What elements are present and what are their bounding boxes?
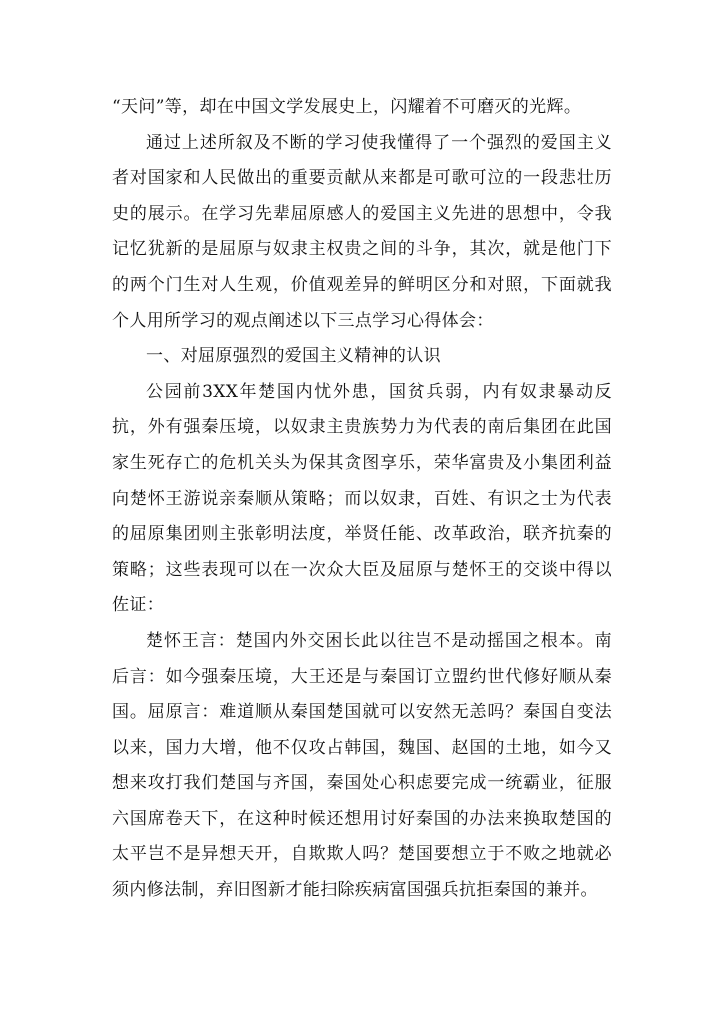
paragraph-continuation: “天问”等，却在中国文学发展史上，闪耀着不可磨灭的光辉。	[112, 97, 582, 117]
paragraph-history: 公园前3XX年楚国内忧外患，国贫兵弱，内有奴隶暴动反抗，外有强秦压境，以奴隶主贵族势力为代表的南后集团在此国家生死存亡的危机关头为保其贪图享乐，荣华富贵及小集团利益向楚怀王游说亲秦顺从策略；而以奴隶，百姓、有识之士为代表的屈原集团则主张彰明法度，举贤任能、改革政治，联齐抗秦的策略；这些表现可以在一次众大臣及屈原与楚怀王的交谈中得以佐证：	[112, 381, 612, 616]
paragraph-dialogue: 楚怀王言：楚国内外交困长此以往岂不是动摇国之根本。南后言：如今强秦压境，大王还是与秦国订立盟约世代修好顺从秦国。屈原言：难道顺从秦国楚国就可以安然无恙吗？秦国自变法以来，国力大增，他不仅攻占韩国，魏国、赵国的土地，如今又想来攻打我们楚国与齐国，秦国处心积虑要完成一统霸业，征服六国席卷天下，在这种时候还想用讨好秦国的办法来换取楚国的太平岂不是异想天开，自欺欺人吗？楚国要想立于不败之地就必须内修法制，弃旧图新才能扫除疾病富国强兵抗拒秦国的兼并。	[112, 630, 612, 901]
section-heading: 一、对屈原强烈的爱国主义精神的认识	[146, 346, 441, 367]
document-body	[112, 90, 612, 909]
paragraph-intro: 通过上述所叙及不断的学习使我懂得了一个强烈的爱国主义者对国家和人民做出的重要贡献从来都是可歌可泣的一段悲壮历史的展示。在学习先辈屈原感人的爱国主义先进的思想中，令我记忆犹新的是屈原与奴隶主权贵之间的斗争，其次，就是他门下的两个门生对人生观，价值观差异的鲜明区分和对照，下面就我个人用所学习的观点阐述以下三点学习心得体会：	[112, 132, 612, 331]
